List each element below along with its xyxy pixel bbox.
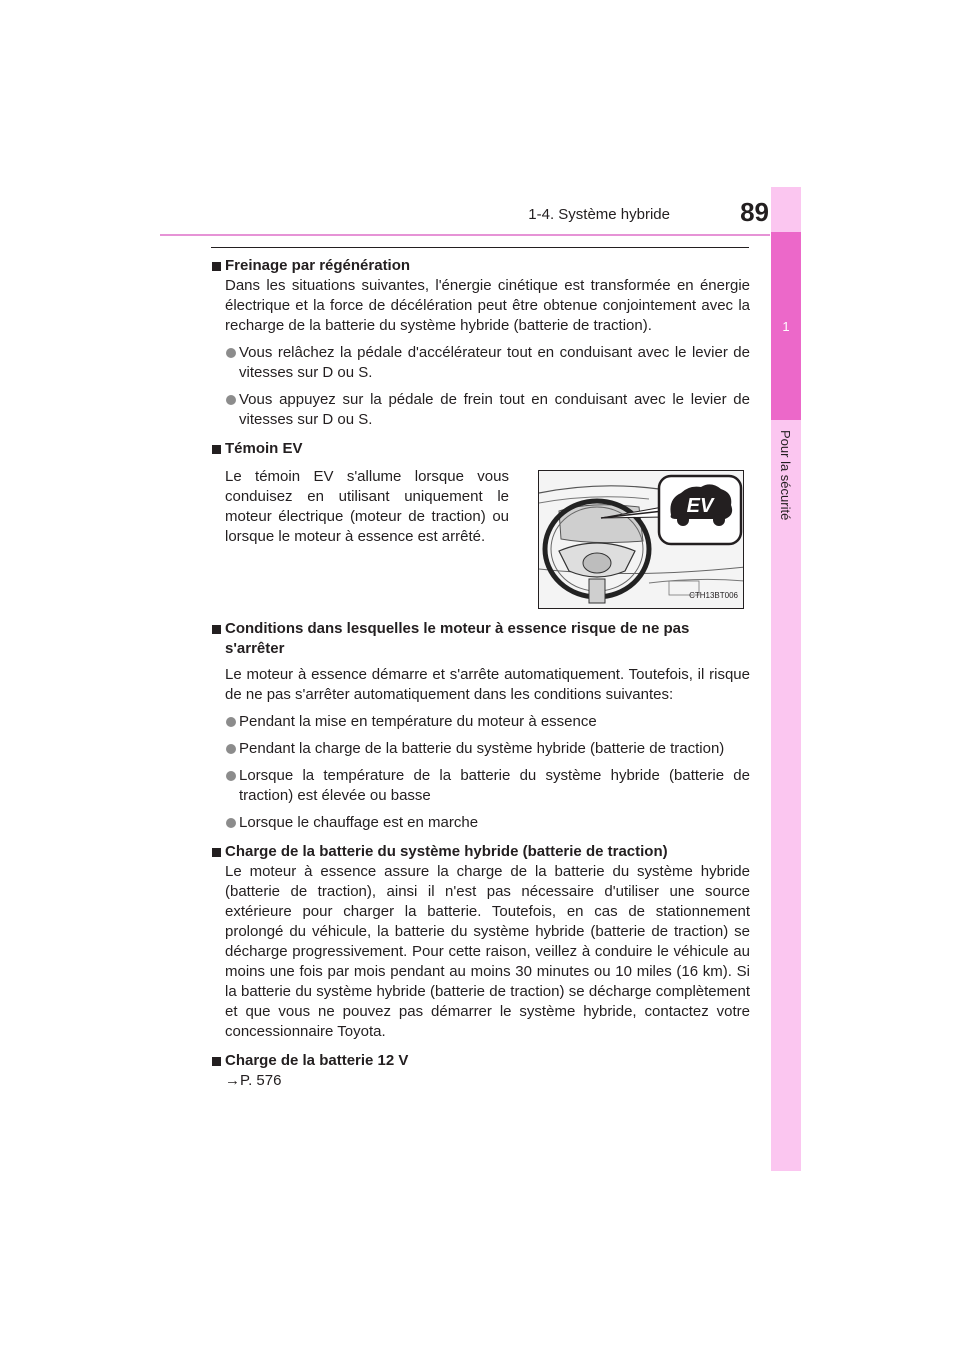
list-item-text: Vous appuyez sur la pédale de frein tout en conduisant avec le levier de vitesses sur D ou S.	[239, 391, 750, 428]
section-heading-temoin-ev	[211, 439, 750, 459]
page-content	[211, 256, 750, 1091]
round-bullet-icon	[226, 717, 236, 727]
list-item-text: Lorsque le chauffage est en marche	[239, 814, 479, 831]
square-bullet-icon	[212, 625, 221, 634]
round-bullet-icon	[226, 395, 236, 405]
square-bullet-icon	[212, 848, 221, 857]
ev-indicator-illustration	[538, 470, 744, 609]
section-title: Charge de la batterie du système hybride (batterie de traction)	[225, 843, 668, 860]
square-bullet-icon	[212, 262, 221, 271]
section-heading-freinage	[211, 256, 750, 276]
header-rule	[160, 234, 770, 236]
list-item	[211, 343, 750, 383]
chapter-tab-title: Pour la sécurité	[778, 430, 793, 521]
section-title: Charge de la batterie 12 V	[225, 1052, 409, 1069]
round-bullet-icon	[226, 348, 236, 358]
list-item-text: Pendant la mise en température du moteur à essence	[239, 713, 597, 730]
section-paragraph: Le moteur à essence démarre et s'arrête automatiquement. Toutefois, il risque de ne pas s'arrêter automatiquement dans les conditions suivantes:	[225, 666, 750, 703]
square-bullet-icon	[212, 1057, 221, 1066]
section-paragraph: Le moteur à essence assure la charge de la batterie du système hybride (batterie de traction), ainsi il n'est pas nécessaire d'utiliser une source extérieure pour charger la batterie. Toutefois, en cas de stationnement prolongé du véhicule, la batterie du système hybride (batterie de traction) se décharge progressivement. Pour cette raison, veillez à conduire le véhicule au moins une fois par mois pendant au moins 30 minutes ou 10 miles (16 km). Si la batterie du système hybride (batterie de traction) se décharge complètement et que vous ne pouvez pas démarrer le système hybride, contactez votre concessionnaire Toyota.	[225, 863, 750, 1040]
header-section-title: 1-4. Système hybride	[528, 206, 670, 223]
square-bullet-icon	[212, 445, 221, 454]
section-title: Témoin EV	[225, 440, 303, 457]
content-top-rule	[211, 247, 749, 248]
section-heading-conditions	[211, 619, 750, 659]
section-paragraph: Dans les situations suivantes, l'énergie cinétique est transformée en énergie électrique et la force de décélération peut être obtenue conjointement avec la recharge de la batterie du système hybride (batterie de traction).	[225, 277, 750, 334]
list-item-text: Vous relâchez la pédale d'accélérateur tout en conduisant avec le levier de vitesses sur D ou S.	[239, 344, 750, 381]
ev-indicator-label: EV	[686, 495, 714, 517]
round-bullet-icon	[226, 771, 236, 781]
section-heading-charge-hybride	[211, 842, 750, 862]
page-reference: →P. 576	[225, 1072, 282, 1089]
ev-indicator-row	[211, 467, 750, 609]
list-item	[211, 712, 750, 732]
section-paragraph: Le témoin EV s'allume lorsque vous conduisez en utilisant uniquement le moteur électrique (moteur de traction) ou lorsque le moteur à essence est arrêté.	[225, 468, 509, 545]
list-item	[211, 390, 750, 430]
list-item	[211, 766, 750, 806]
chapter-tab-number: 1	[771, 232, 801, 420]
section-title: Freinage par régénération	[225, 257, 411, 274]
list-item	[211, 813, 750, 833]
list-item-text: Lorsque la température de la batterie du système hybride (batterie de traction) est élevée ou basse	[239, 767, 750, 804]
list-item-text: Pendant la charge de la batterie du système hybride (batterie de traction)	[239, 740, 725, 757]
round-bullet-icon	[226, 818, 236, 828]
round-bullet-icon	[226, 744, 236, 754]
section-heading-charge-12v	[211, 1051, 750, 1071]
list-item	[211, 739, 750, 759]
section-title: Conditions dans lesquelles le moteur à essence risque de ne pas s'arrêter	[225, 620, 690, 657]
figure-code: CTH13BT006	[689, 591, 738, 600]
page-number: 89	[740, 197, 769, 227]
